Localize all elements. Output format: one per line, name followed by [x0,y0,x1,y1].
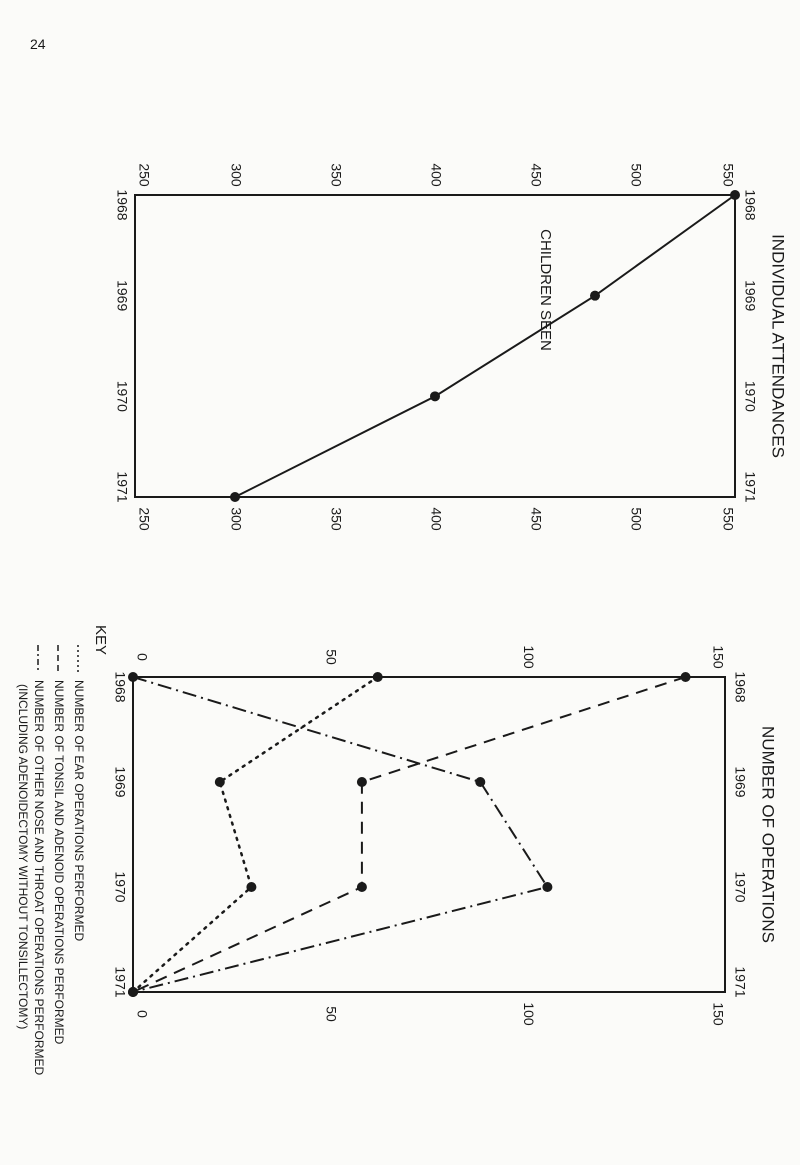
value-tick-top: 550 [720,163,737,187]
value-tick-top: 250 [136,163,153,187]
data-point [475,777,485,787]
category-label-left: 1971 [114,471,131,503]
category-label-right: 1970 [732,871,749,903]
category-label-right: 1969 [742,280,759,312]
data-point [246,882,256,892]
key-label: NUMBER OF EAR OPERATIONS PERFORMED [71,680,86,942]
value-tick-bottom: 400 [428,507,445,531]
category-label-right: 1968 [742,189,759,221]
key-label: NUMBER OF OTHER NOSE AND THROAT OPERATIONS PERFORMED [31,680,46,1076]
data-point [681,672,691,682]
chart-key [16,625,109,1075]
data-point [542,882,552,892]
value-tick-top: 400 [428,163,445,187]
data-point [373,672,383,682]
category-label-left: 1970 [112,871,129,903]
data-point [430,391,440,401]
data-point [357,882,367,892]
value-tick-top: 500 [628,163,645,187]
value-tick-bottom: 300 [228,507,245,531]
category-label-left: 1969 [114,280,131,312]
value-tick-top: 0 [134,653,151,661]
value-tick-top: 450 [528,163,545,187]
category-label-left: 1969 [112,766,129,798]
value-tick-top: 150 [710,645,727,669]
value-tick-bottom: 550 [720,507,737,531]
value-tick-bottom: 50 [323,1006,340,1022]
value-tick-top: 350 [328,163,345,187]
value-tick-top: 300 [228,163,245,187]
value-tick-top: 50 [323,649,340,665]
category-label-left: 1968 [112,671,129,703]
series-line [133,677,378,992]
plot-frame [135,195,735,497]
category-label-right: 1971 [732,966,749,998]
value-tick-top: 100 [520,645,537,669]
key-note: (INCLUDING ADENOIDECTOMY WITHOUT TONSILLECTOMY) [15,684,30,1030]
category-label-left: 1968 [114,189,131,221]
key-label: NUMBER OF TONSIL AND ADENOID OPERATIONS PERFORMED [51,680,66,1045]
inner-label: CHILDREN SEEN [537,229,555,351]
value-tick-bottom: 0 [134,1010,151,1018]
category-label-left: 1971 [112,966,129,998]
value-tick-bottom: 350 [328,507,345,531]
page-number: 24 [30,36,46,52]
value-tick-bottom: 250 [136,507,153,531]
category-label-left: 1970 [114,380,131,412]
key-title: KEY [92,624,110,656]
attendances-chart [114,163,787,531]
value-tick-bottom: 150 [710,1002,727,1026]
value-tick-bottom: 450 [528,507,545,531]
series-line [133,677,547,992]
value-tick-bottom: 500 [628,507,645,531]
data-point [590,291,600,301]
category-label-right: 1968 [732,671,749,703]
series-line [235,195,735,497]
data-point [128,672,138,682]
chart-title: INDIVIDUAL ATTENDANCES [768,234,788,458]
category-label-right: 1970 [742,380,759,412]
category-label-right: 1971 [742,471,759,503]
data-point [730,190,740,200]
value-tick-bottom: 100 [520,1002,537,1026]
data-point [357,777,367,787]
data-point [128,987,138,997]
plot-frame [133,677,725,992]
data-point [230,492,240,502]
chart-title: NUMBER OF OPERATIONS [758,726,778,943]
operations-chart [112,645,777,1026]
series-line [133,677,686,992]
data-point [215,777,225,787]
category-label-right: 1969 [732,766,749,798]
